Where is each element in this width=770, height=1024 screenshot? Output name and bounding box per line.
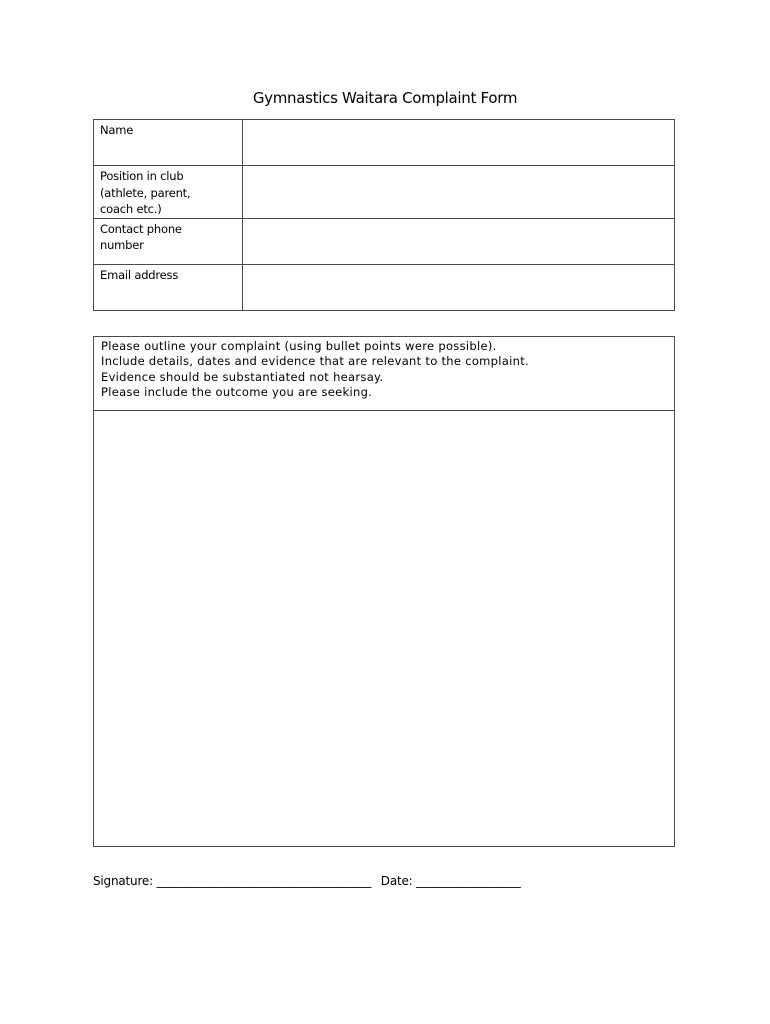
email-field[interactable] xyxy=(243,264,675,310)
email-label xyxy=(94,264,243,310)
position-field[interactable] xyxy=(243,166,675,219)
complaint-section xyxy=(93,336,675,847)
complaint-instruction-3: Evidence should be substantiated not hearsay. xyxy=(101,369,384,384)
complaint-instruction-4: Please include the outcome you are seeking. xyxy=(101,384,373,399)
position-row xyxy=(94,166,675,219)
name-label xyxy=(94,120,243,166)
date-label: Date: xyxy=(380,874,413,888)
email-label-text: Email address xyxy=(100,267,179,282)
email-row xyxy=(94,264,675,310)
complaint-instruction-1: Please outline your complaint (using bullet points were possible). xyxy=(101,339,497,353)
phone-label xyxy=(94,218,243,264)
phone-field[interactable] xyxy=(243,218,675,264)
form-title: Gymnastics Waitara Complaint Form xyxy=(252,89,518,107)
position-label-line1: Position in club xyxy=(100,169,184,183)
name-row xyxy=(94,120,675,166)
signature-date-line xyxy=(93,874,521,888)
contact-details-table xyxy=(93,119,675,311)
signature-label: Signature: xyxy=(93,874,153,888)
name-field[interactable] xyxy=(243,120,675,166)
position-label xyxy=(94,166,243,219)
name-label-text: Name xyxy=(100,123,134,137)
phone-label-line1: Contact phone xyxy=(100,221,182,236)
phone-label-line2: number xyxy=(100,238,144,252)
position-label-line3: coach etc.) xyxy=(100,202,162,216)
signature-field[interactable]: _____________________________________ xyxy=(156,874,372,888)
complaint-text-area[interactable] xyxy=(94,411,674,846)
phone-row xyxy=(94,218,675,264)
complaint-instruction-2: Include details, dates and evidence that are relevant to the complaint. xyxy=(101,354,529,369)
date-field[interactable]: __________________ xyxy=(416,874,521,888)
position-label-line2: (athlete, parent, xyxy=(100,185,191,200)
complaint-instructions xyxy=(94,337,674,411)
